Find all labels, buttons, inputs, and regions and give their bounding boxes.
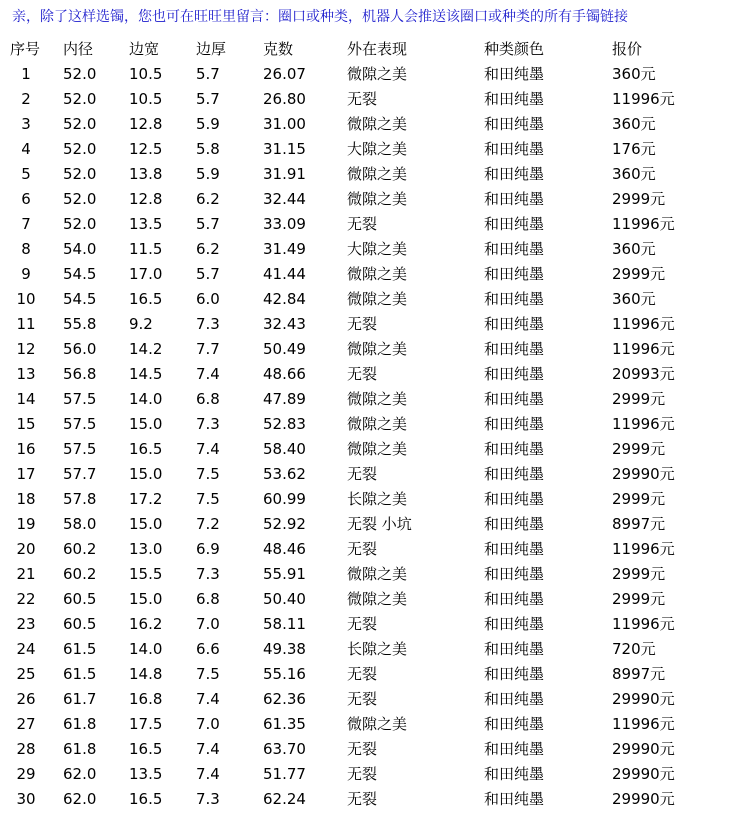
cell-price: 11996元 xyxy=(612,715,675,733)
cell-appearance: 无裂 xyxy=(347,365,378,383)
cell-weight: 49.38 xyxy=(263,640,306,658)
table-row xyxy=(0,212,751,237)
cell-appearance: 微隙之美 xyxy=(347,715,408,733)
cell-appearance: 无裂 xyxy=(347,740,378,758)
cell-thickness: 7.4 xyxy=(196,440,220,458)
cell-index: 12 xyxy=(16,340,36,358)
table-row xyxy=(0,312,751,337)
table-row xyxy=(0,562,751,587)
notice-text: 亲，除了这样选镯，您也可在旺旺里留言：圈口或种类，机器人会推送该圈口或种类的所有手镯链接 xyxy=(12,9,628,25)
cell-price: 11996元 xyxy=(612,215,675,233)
cell-thickness: 5.9 xyxy=(196,115,220,133)
cell-appearance: 微隙之美 xyxy=(347,440,408,458)
cell-width: 14.0 xyxy=(129,390,163,408)
cell-index: 20 xyxy=(16,540,36,558)
cell-type-color: 和田纯墨 xyxy=(484,190,545,208)
cell-price: 2999元 xyxy=(612,190,666,208)
table-row xyxy=(0,362,751,387)
table-row xyxy=(0,287,751,312)
cell-width: 11.5 xyxy=(129,240,163,258)
cell-inner-diameter: 62.0 xyxy=(63,790,97,808)
cell-price: 360元 xyxy=(612,115,656,133)
table-row xyxy=(0,712,751,737)
cell-thickness: 7.3 xyxy=(196,565,220,583)
cell-inner-diameter: 57.5 xyxy=(63,390,97,408)
cell-width: 15.0 xyxy=(129,515,163,533)
cell-thickness: 6.2 xyxy=(196,240,220,258)
cell-inner-diameter: 52.0 xyxy=(63,90,97,108)
cell-weight: 62.36 xyxy=(263,690,306,708)
cell-inner-diameter: 52.0 xyxy=(63,165,97,183)
cell-weight: 26.07 xyxy=(263,65,306,83)
cell-thickness: 7.3 xyxy=(196,790,220,808)
cell-type-color: 和田纯墨 xyxy=(484,740,545,758)
cell-type-color: 和田纯墨 xyxy=(484,65,545,83)
cell-width: 14.8 xyxy=(129,665,163,683)
cell-index: 19 xyxy=(16,515,36,533)
cell-appearance: 微隙之美 xyxy=(347,390,408,408)
cell-price: 8997元 xyxy=(612,665,666,683)
cell-thickness: 7.4 xyxy=(196,740,220,758)
cell-inner-diameter: 61.7 xyxy=(63,690,97,708)
cell-width: 10.5 xyxy=(129,65,163,83)
cell-thickness: 5.7 xyxy=(196,90,220,108)
cell-type-color: 和田纯墨 xyxy=(484,715,545,733)
cell-width: 13.8 xyxy=(129,165,163,183)
cell-width: 12.5 xyxy=(129,140,163,158)
cell-index: 15 xyxy=(16,415,36,433)
cell-weight: 52.92 xyxy=(263,515,306,533)
cell-inner-diameter: 52.0 xyxy=(63,215,97,233)
cell-index: 21 xyxy=(16,565,36,583)
cell-weight: 58.11 xyxy=(263,615,306,633)
cell-width: 13.5 xyxy=(129,215,163,233)
cell-type-color: 和田纯墨 xyxy=(484,365,545,383)
cell-type-color: 和田纯墨 xyxy=(484,90,545,108)
cell-price: 360元 xyxy=(612,65,656,83)
bracelet-table xyxy=(0,37,751,812)
cell-index: 5 xyxy=(21,165,31,183)
header-index: 序号 xyxy=(10,40,41,58)
cell-index: 17 xyxy=(16,465,36,483)
cell-inner-diameter: 54.5 xyxy=(63,290,97,308)
cell-weight: 63.70 xyxy=(263,740,306,758)
cell-type-color: 和田纯墨 xyxy=(484,540,545,558)
cell-index: 13 xyxy=(16,365,36,383)
cell-weight: 53.62 xyxy=(263,465,306,483)
cell-appearance: 微隙之美 xyxy=(347,115,408,133)
cell-thickness: 7.2 xyxy=(196,515,220,533)
cell-price: 11996元 xyxy=(612,315,675,333)
cell-weight: 60.99 xyxy=(263,490,306,508)
cell-inner-diameter: 61.5 xyxy=(63,640,97,658)
cell-width: 16.5 xyxy=(129,740,163,758)
cell-index: 29 xyxy=(16,765,36,783)
table-header-row xyxy=(0,37,751,62)
cell-thickness: 7.4 xyxy=(196,765,220,783)
cell-inner-diameter: 54.0 xyxy=(63,240,97,258)
cell-type-color: 和田纯墨 xyxy=(484,465,545,483)
cell-price: 29990元 xyxy=(612,690,675,708)
cell-type-color: 和田纯墨 xyxy=(484,140,545,158)
cell-appearance: 微隙之美 xyxy=(347,415,408,433)
cell-inner-diameter: 57.5 xyxy=(63,440,97,458)
cell-width: 16.5 xyxy=(129,790,163,808)
cell-width: 10.5 xyxy=(129,90,163,108)
cell-weight: 42.84 xyxy=(263,290,306,308)
table-row xyxy=(0,512,751,537)
cell-price: 2999元 xyxy=(612,390,666,408)
cell-appearance: 无裂 xyxy=(347,540,378,558)
cell-width: 16.5 xyxy=(129,290,163,308)
cell-index: 1 xyxy=(21,65,31,83)
cell-price: 2999元 xyxy=(612,440,666,458)
cell-thickness: 7.7 xyxy=(196,340,220,358)
cell-thickness: 7.4 xyxy=(196,365,220,383)
cell-price: 29990元 xyxy=(612,740,675,758)
cell-index: 27 xyxy=(16,715,36,733)
cell-inner-diameter: 56.8 xyxy=(63,365,97,383)
table-row xyxy=(0,737,751,762)
cell-width: 15.5 xyxy=(129,565,163,583)
cell-thickness: 7.0 xyxy=(196,615,220,633)
cell-thickness: 6.0 xyxy=(196,290,220,308)
cell-index: 3 xyxy=(21,115,31,133)
cell-type-color: 和田纯墨 xyxy=(484,115,545,133)
cell-appearance: 大隙之美 xyxy=(347,140,408,158)
cell-width: 14.5 xyxy=(129,365,163,383)
cell-index: 30 xyxy=(16,790,36,808)
cell-type-color: 和田纯墨 xyxy=(484,390,545,408)
table-row xyxy=(0,762,751,787)
cell-thickness: 6.2 xyxy=(196,190,220,208)
cell-appearance: 微隙之美 xyxy=(347,340,408,358)
cell-price: 29990元 xyxy=(612,765,675,783)
cell-type-color: 和田纯墨 xyxy=(484,215,545,233)
cell-weight: 55.91 xyxy=(263,565,306,583)
cell-type-color: 和田纯墨 xyxy=(484,240,545,258)
cell-appearance: 无裂 xyxy=(347,765,378,783)
cell-index: 25 xyxy=(16,665,36,683)
cell-inner-diameter: 56.0 xyxy=(63,340,97,358)
cell-inner-diameter: 62.0 xyxy=(63,765,97,783)
cell-width: 9.2 xyxy=(129,315,153,333)
cell-index: 22 xyxy=(16,590,36,608)
cell-appearance: 无裂 xyxy=(347,615,378,633)
cell-index: 14 xyxy=(16,390,36,408)
cell-type-color: 和田纯墨 xyxy=(484,765,545,783)
cell-price: 11996元 xyxy=(612,90,675,108)
cell-width: 14.0 xyxy=(129,640,163,658)
cell-inner-diameter: 52.0 xyxy=(63,140,97,158)
table-row xyxy=(0,387,751,412)
cell-thickness: 7.0 xyxy=(196,715,220,733)
cell-appearance: 微隙之美 xyxy=(347,565,408,583)
cell-index: 28 xyxy=(16,740,36,758)
cell-price: 360元 xyxy=(612,165,656,183)
cell-appearance: 无裂 xyxy=(347,690,378,708)
cell-index: 10 xyxy=(16,290,36,308)
cell-index: 18 xyxy=(16,490,36,508)
cell-weight: 55.16 xyxy=(263,665,306,683)
cell-weight: 41.44 xyxy=(263,265,306,283)
table-row xyxy=(0,87,751,112)
cell-weight: 50.49 xyxy=(263,340,306,358)
cell-inner-diameter: 52.0 xyxy=(63,115,97,133)
cell-inner-diameter: 57.7 xyxy=(63,465,97,483)
cell-inner-diameter: 61.8 xyxy=(63,715,97,733)
cell-inner-diameter: 52.0 xyxy=(63,190,97,208)
header-price: 报价 xyxy=(612,40,643,58)
header-appearance: 外在表现 xyxy=(347,40,408,58)
cell-price: 720元 xyxy=(612,640,656,658)
table-row xyxy=(0,487,751,512)
cell-appearance: 无裂 xyxy=(347,790,378,808)
header-type-color: 种类颜色 xyxy=(484,40,545,58)
cell-thickness: 7.5 xyxy=(196,465,220,483)
cell-inner-diameter: 54.5 xyxy=(63,265,97,283)
cell-weight: 26.80 xyxy=(263,90,306,108)
cell-weight: 61.35 xyxy=(263,715,306,733)
cell-thickness: 7.3 xyxy=(196,415,220,433)
cell-appearance: 无裂 xyxy=(347,315,378,333)
cell-weight: 58.40 xyxy=(263,440,306,458)
cell-width: 15.0 xyxy=(129,465,163,483)
cell-type-color: 和田纯墨 xyxy=(484,490,545,508)
cell-inner-diameter: 57.8 xyxy=(63,490,97,508)
cell-price: 2999元 xyxy=(612,265,666,283)
cell-price: 2999元 xyxy=(612,565,666,583)
cell-thickness: 7.5 xyxy=(196,490,220,508)
cell-thickness: 5.7 xyxy=(196,215,220,233)
cell-width: 15.0 xyxy=(129,590,163,608)
cell-weight: 33.09 xyxy=(263,215,306,233)
cell-index: 6 xyxy=(21,190,31,208)
cell-width: 17.5 xyxy=(129,715,163,733)
table-row xyxy=(0,262,751,287)
cell-width: 13.5 xyxy=(129,765,163,783)
table-row xyxy=(0,537,751,562)
cell-weight: 31.15 xyxy=(263,140,306,158)
header-inner-diameter: 内径 xyxy=(63,40,94,58)
cell-appearance: 微隙之美 xyxy=(347,590,408,608)
cell-appearance: 无裂 xyxy=(347,665,378,683)
cell-width: 12.8 xyxy=(129,115,163,133)
cell-thickness: 7.4 xyxy=(196,690,220,708)
cell-width: 14.2 xyxy=(129,340,163,358)
cell-thickness: 6.8 xyxy=(196,590,220,608)
cell-index: 4 xyxy=(21,140,31,158)
cell-appearance: 微隙之美 xyxy=(347,65,408,83)
cell-inner-diameter: 52.0 xyxy=(63,65,97,83)
cell-inner-diameter: 61.5 xyxy=(63,665,97,683)
cell-weight: 50.40 xyxy=(263,590,306,608)
cell-inner-diameter: 57.5 xyxy=(63,415,97,433)
table-row xyxy=(0,337,751,362)
cell-type-color: 和田纯墨 xyxy=(484,415,545,433)
cell-thickness: 5.9 xyxy=(196,165,220,183)
cell-price: 360元 xyxy=(612,240,656,258)
cell-type-color: 和田纯墨 xyxy=(484,640,545,658)
cell-inner-diameter: 61.8 xyxy=(63,740,97,758)
cell-type-color: 和田纯墨 xyxy=(484,690,545,708)
cell-width: 17.0 xyxy=(129,265,163,283)
cell-type-color: 和田纯墨 xyxy=(484,565,545,583)
cell-weight: 47.89 xyxy=(263,390,306,408)
cell-thickness: 5.7 xyxy=(196,65,220,83)
cell-thickness: 6.8 xyxy=(196,390,220,408)
cell-weight: 52.83 xyxy=(263,415,306,433)
cell-type-color: 和田纯墨 xyxy=(484,315,545,333)
cell-price: 29990元 xyxy=(612,790,675,808)
cell-weight: 51.77 xyxy=(263,765,306,783)
cell-inner-diameter: 55.8 xyxy=(63,315,97,333)
cell-price: 176元 xyxy=(612,140,656,158)
table-row xyxy=(0,662,751,687)
cell-price: 2999元 xyxy=(612,590,666,608)
cell-index: 24 xyxy=(16,640,36,658)
table-row xyxy=(0,62,751,87)
cell-inner-diameter: 60.5 xyxy=(63,615,97,633)
cell-width: 15.0 xyxy=(129,415,163,433)
table-row xyxy=(0,137,751,162)
cell-appearance: 微隙之美 xyxy=(347,190,408,208)
table-row xyxy=(0,637,751,662)
cell-appearance: 微隙之美 xyxy=(347,165,408,183)
cell-thickness: 5.8 xyxy=(196,140,220,158)
cell-weight: 32.43 xyxy=(263,315,306,333)
cell-index: 2 xyxy=(21,90,31,108)
cell-appearance: 无裂 xyxy=(347,215,378,233)
cell-index: 23 xyxy=(16,615,36,633)
cell-type-color: 和田纯墨 xyxy=(484,790,545,808)
cell-price: 20993元 xyxy=(612,365,675,383)
cell-width: 16.2 xyxy=(129,615,163,633)
cell-index: 26 xyxy=(16,690,36,708)
table-row xyxy=(0,612,751,637)
cell-appearance: 长隙之美 xyxy=(347,640,408,658)
cell-price: 2999元 xyxy=(612,490,666,508)
cell-inner-diameter: 60.2 xyxy=(63,540,97,558)
cell-weight: 48.46 xyxy=(263,540,306,558)
cell-index: 9 xyxy=(21,265,31,283)
table-row xyxy=(0,787,751,812)
table-row xyxy=(0,112,751,137)
table-row xyxy=(0,587,751,612)
cell-weight: 31.00 xyxy=(263,115,306,133)
table-row xyxy=(0,462,751,487)
cell-appearance: 长隙之美 xyxy=(347,490,408,508)
cell-width: 13.0 xyxy=(129,540,163,558)
cell-type-color: 和田纯墨 xyxy=(484,440,545,458)
header-thickness: 边厚 xyxy=(196,40,227,58)
cell-width: 16.5 xyxy=(129,440,163,458)
header-width: 边宽 xyxy=(129,40,160,58)
cell-type-color: 和田纯墨 xyxy=(484,340,545,358)
cell-price: 11996元 xyxy=(612,415,675,433)
table-row xyxy=(0,237,751,262)
cell-weight: 48.66 xyxy=(263,365,306,383)
cell-width: 17.2 xyxy=(129,490,163,508)
cell-width: 16.8 xyxy=(129,690,163,708)
cell-price: 11996元 xyxy=(612,340,675,358)
cell-inner-diameter: 60.2 xyxy=(63,565,97,583)
cell-price: 29990元 xyxy=(612,465,675,483)
cell-index: 7 xyxy=(21,215,31,233)
table-row xyxy=(0,437,751,462)
cell-appearance: 微隙之美 xyxy=(347,265,408,283)
cell-type-color: 和田纯墨 xyxy=(484,515,545,533)
cell-type-color: 和田纯墨 xyxy=(484,265,545,283)
cell-appearance: 大隙之美 xyxy=(347,240,408,258)
cell-type-color: 和田纯墨 xyxy=(484,615,545,633)
cell-inner-diameter: 58.0 xyxy=(63,515,97,533)
cell-weight: 62.24 xyxy=(263,790,306,808)
cell-thickness: 7.5 xyxy=(196,665,220,683)
table-row xyxy=(0,412,751,437)
cell-appearance: 无裂 xyxy=(347,465,378,483)
cell-weight: 31.91 xyxy=(263,165,306,183)
table-row xyxy=(0,162,751,187)
cell-width: 12.8 xyxy=(129,190,163,208)
cell-index: 16 xyxy=(16,440,36,458)
cell-thickness: 5.7 xyxy=(196,265,220,283)
cell-type-color: 和田纯墨 xyxy=(484,590,545,608)
cell-thickness: 7.3 xyxy=(196,315,220,333)
cell-type-color: 和田纯墨 xyxy=(484,665,545,683)
cell-appearance: 无裂 小坑 xyxy=(347,515,412,533)
cell-inner-diameter: 60.5 xyxy=(63,590,97,608)
cell-thickness: 6.6 xyxy=(196,640,220,658)
table-row xyxy=(0,187,751,212)
cell-weight: 31.49 xyxy=(263,240,306,258)
cell-price: 11996元 xyxy=(612,615,675,633)
table-row xyxy=(0,687,751,712)
cell-price: 8997元 xyxy=(612,515,666,533)
cell-appearance: 微隙之美 xyxy=(347,290,408,308)
cell-price: 11996元 xyxy=(612,540,675,558)
cell-type-color: 和田纯墨 xyxy=(484,165,545,183)
cell-price: 360元 xyxy=(612,290,656,308)
cell-thickness: 6.9 xyxy=(196,540,220,558)
cell-index: 8 xyxy=(21,240,31,258)
cell-type-color: 和田纯墨 xyxy=(484,290,545,308)
cell-appearance: 无裂 xyxy=(347,90,378,108)
header-weight: 克数 xyxy=(263,40,294,58)
cell-index: 11 xyxy=(16,315,36,333)
cell-weight: 32.44 xyxy=(263,190,306,208)
